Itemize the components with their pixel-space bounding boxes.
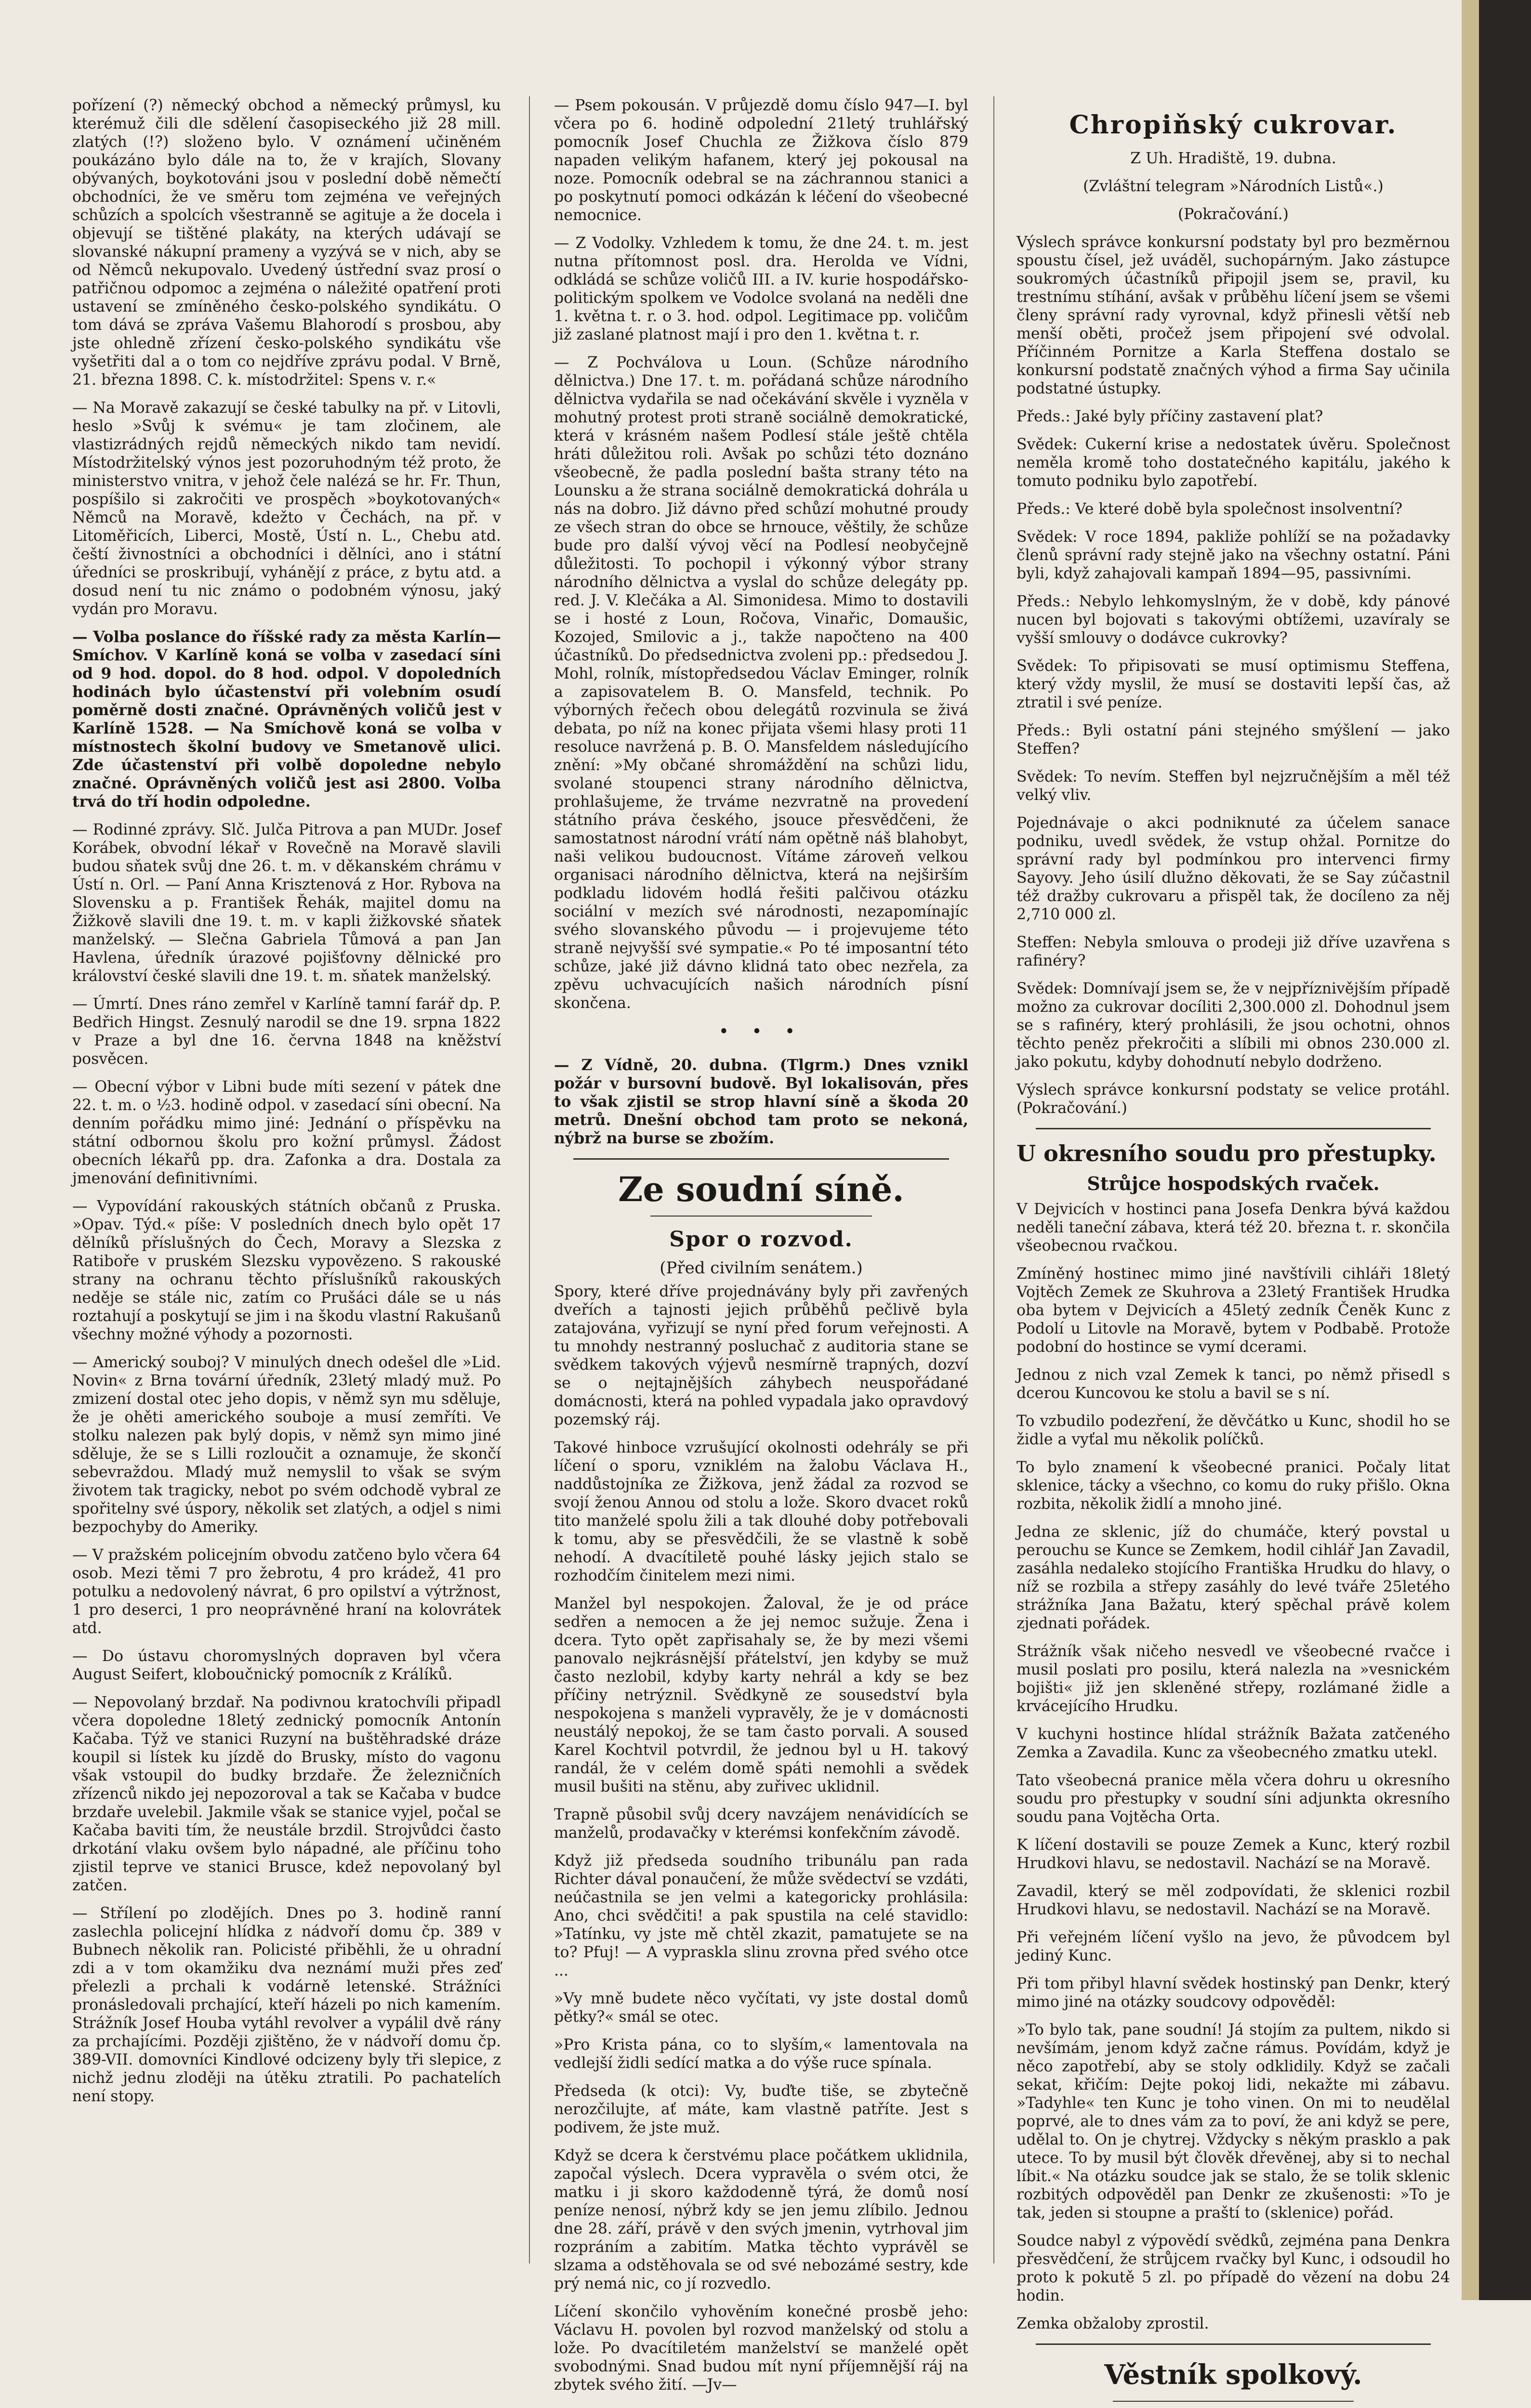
column-rule: [529, 96, 530, 2264]
article-paragraph: Líčení skončilo vyhověním konečné prosbě jeho: Václavu H. povolen byl rozvod manželský od stolu a lože. Po dvacítiletém manželství se manželé opět svobodnými. Snad budou mít nyní příjemnější ráj na zbytek svého žití. —Jv—: [554, 2303, 968, 2394]
article-paragraph: Trapně působil svůj dcery navzájem nenávidících se manželů, prodavačky v kterémsi konfekčním závodě.: [554, 1806, 968, 1842]
article-title: Strůjce hospodských rvaček.: [1087, 1173, 1380, 1194]
short-rule: [1113, 2401, 1354, 2402]
article-paragraph: — Psem pokousán. V průjezdě domu číslo 947—I. byl včera po 6. hodině odpolední 21letý truhlářský pomocník Josef Chuchla ze Žižkova číslo 879 napaden velikým hafanem, který jej pokousal na noze. Pomocník odebral se na záchrannou stanici a po poskytnutí pomoci odkázán k léčení do všeobecné nemocnice.: [554, 97, 968, 224]
article-paragraph: Předs.: Jaké byly příčiny zastavení plat?: [1016, 408, 1323, 425]
article-paragraph: »Vy mně budete něco vyčítati, vy jste dostal domů pětky?« smál se otec.: [554, 1990, 968, 2026]
page-edge-band: [1462, 0, 1479, 2300]
article-paragraph: — Volba poslance do říšské rady za města Karlín—Smíchov. V Karlíně koná se volba v zasedací síni od 9 hod. dopol. do 8 hod. odpol. V dopoledních hodinách bylo účastenství při volebním osudí poměrně dosti značné. Oprávněných voličů jest v Karlíně 1528. — Na Smíchově koná se volba v místnostech školní budovy ve Smetanově ulici. Zde účastenství při volbě dopoledne nebylo značné. Oprávněných voličů jest asi 2800. Volba trvá do tří hodin odpoledne.: [72, 628, 501, 811]
article-paragraph: Zemka obžaloby zprostil.: [1016, 2315, 1209, 2332]
article-paragraph: Výslech správce konkursní podstaty se velice protáhl. (Pokračování.): [1016, 1081, 1450, 1117]
article-paragraph: — Z Pochválova u Loun. (Schůze národního dělnictva.) Dne 17. t. m. pořádaná schůze národního dělnictva vydařila se nad očekávání skvěle i vyzněla v mohutný protest proti straně sociálně demokratické, která v krásném našem Podlesí stále ještě chtěla hráti důležitou roli. Avšak po schůzi této doznáno všeobecně, že padla poslední bašta strany této na Lounsku a že strana sociálně demokratická dohrála u nás na dobro. Již dávno před schůzí mohutné proudy ze všech stran do obce se hrnouce, věštily, že schůze bude pro další vývoj věcí na Podlesí neobyčejně důležitosti. To pochopil i výkonný výbor strany národního dělnictva a vyslal do schůze delegáty pp. red. J. V. Klečáka a Al. Simonidesa. Mimo to dostavili se i hosté z Loun, Ročova, Vinařic, Domaušic, Kozojed, Smilovic a j., takže napočteno na 400 účastníků. Do předsednictva zvoleni pp.: předsedou J. Mohl, rolník, místopředsedou Václav Eminger, rolník a zapisovatelem B. O. Mansfeld, technik. Po výborných řečech obou delegátů rozvinula se živá debata, po níž na konec přijata všemi hlasy proti 11 resoluce navržená p. B. O. Mansfeldem následujícího znění: »My občané shromáždění na schůzi lidu, svolané stoupenci strany národního dělnictva, prohlašujeme, že trváme nezvratně na provedení státního práva českého, jsouce přesvědčeni, že samostatnost národní vrátí nám opětně náš blahobyt, naši velikou budoucnost. Vítáme zároveň velkou organisaci národního dělnictva, která na nejširším podkladu lidovém hodlá řešiti palčivou otázku sociální v mezích své národnosti, nezapomínajíc svého slovanského původu — i projevujeme této straně nejvyšší své sympatie.« Po té imposantní této schůze, jaké již dávno klidná tato obec nezřela, za zpěvu uchvacujících našich národních písní skončena.: [554, 354, 968, 1012]
article-paragraph: Svědek: To připisovati se musí optimismu Steffena, který vždy myslil, že musí se dostaviti lepší čas, až ztratil i své peníze.: [1016, 657, 1450, 711]
article-paragraph: Předs.: Ve které době byla společnost insolventní?: [1016, 500, 1403, 518]
article-paragraph: — Nepovolaný brzdař. Na podivnou kratochvíli připadl včera dopoledne 18letý zednický pomocník Antonín Kačaba. Týž ve stanici Ruzyní na buštěhradské dráze koupil si lístek ku jízdě do Brusky, místo do vagonu však vstoupil do budky brzdaře. Že železničních zřízenců nikdo jej nepozoroval a tak se Kačaba v budce brzdaře uvelebil. Jakmile však se stanice vyjel, počal se Kačaba baviti tím, že neustále brzdil. Strojvůdci často drkotání vlaku ovšem bylo nápadné, ale příčinu toho zjistil teprve ve stanici Brusce, kdež nepovolaný byl zatčen.: [72, 1694, 501, 1894]
article-paragraph: V Dejvicích v hostinci pana Josefa Denkra bývá každou neděli taneční zábava, která též 20. března t. r. skončila všeobecnou rvačkou.: [1016, 1201, 1450, 1255]
article-paragraph: Předseda (k otci): Vy, buďte tiše, se zbytečně nerozčilujte, ať máte, kam vlastně patříte. Jest s podivem, že jste muž.: [554, 2082, 968, 2136]
article-paragraph: — Obecní výbor v Libni bude míti sezení v pátek dne 22. t. m. o ½3. hodině odpol. v zasedací síni obecní. Na denním pořádku mimo jiné: Jednání o příspěvku na státní odbornou školu pro kožní průmysl. Žádost obecních lékařů pp. dra. Zafonka a dra. Dostala za jmenování definitivními.: [72, 1078, 501, 1187]
article-paragraph: Výslech správce konkursní podstaty byl pro bezměrnou spoustu čísel, jež uváděl, suchopárným. Jako zástupce soukromých účastníků připojil jsem se, pravil, ku trestnímu stíhání, avšak v průběhu líčení jsem se všemi členy správní rady vyrovnal, když přinesli větší neb menší oběti, pročež jsem připojení své odvolal. Příčinném Pornitze a Karla Steffena dostalo se konkursní podstatě značných výhod a firma Say učinila podstatné ústupky.: [1016, 234, 1450, 397]
article-paragraph: Svědek: To nevím. Steffen byl nejzručnějším a měl též velký vliv.: [1016, 768, 1450, 804]
article-paragraph: »To bylo tak, pane soudní! Já stojím za pultem, nikdo si nevšímám, jenom když začne rámus. Povídám, když je něco zapotřebí, aby se stoly odklidily. Když se začali sekat, křičím: Dejte pokoj lidi, nekažte mi zábavu. »Tadyhle« ten Kunc je toho vinen. On mi to neudělal poprvé, ale to dnes vám za to poví, že ani když se pere, udělal to. On je chytrej. Vždycky s někým prasklo a pak utece. To by musil být člověk dřevěnej, aby si to nechal líbit.« Na otázku soudce jak se stalo, že se tolik sklenic rozbitých odpověděl pan Denkr ze zkušenosti: »To je tak, jeden si stoupne a praští to (sklenice) pořád.: [1016, 2021, 1450, 2222]
article-paragraph: V kuchyni hostince hlídal strážník Bažata zatčeného Zemka a Zavadila. Kunc za všeobecného zmatku utekl.: [1016, 1726, 1450, 1761]
article-paragraph: To vzbudilo podezření, že děvčátko u Kunc, shodil ho se židle a vyťal mu několik políčků.: [1016, 1413, 1450, 1448]
article-paragraph: Zavadil, který se měl zodpovídati, že sklenici rozbil Hrudkovi hlavu, se nedostavil. Nachází se na Moravě.: [1016, 1883, 1450, 1918]
article-paragraph: — Do ústavu choromyslných dopraven byl včera August Seifert, kloboučnický pomocník z Králíků.: [72, 1648, 501, 1683]
section-rule: [573, 1158, 949, 1160]
article-subtitle: (Před civilním senátem.): [660, 1258, 863, 1278]
article-paragraph: Steffen: Nebyla smlouva o prodeji již dříve uzavřena s rafinéry?: [1016, 934, 1450, 969]
article-paragraph: Svědek: Cukerní krise a nedostatek úvěru. Společnost neměla kromě toho dostatečného kapitálu, jakého k tomuto podniku bylo zapotřebí.: [1016, 436, 1450, 490]
article-paragraph: Při veřejném líčení vyšlo na jevo, že původcem byl jediný Kunc.: [1016, 1929, 1450, 1964]
article-paragraph: Takové hinboce vzrušující okolnosti odehrály se při líčení o sporu, vzniklém na žalobu Václava H., naddůstojníka ze Žižkova, jenž žádal za rozvod se svojí ženou Annou od stolu a lože. Skoro dvacet roků tito manželé spolu žili a tak dlouhé doby potřebovali k tomu, aby se přesvědčili, že se vlastně k sobě nehodí. A dvacítiletě pouhé lásky jejich stalo se rozhodčím činitelem mezi nimi.: [554, 1439, 968, 1584]
article-paragraph: pořízení (?) německý obchod a německý průmysl, ku kterémuž čili dle sdělení časopiseckého již 28 mill. zlatých (!?) složeno bylo. V oznámení učiněném poukázáno bylo dále na to, že v krajích, Slovany obývaných, boykotováni jsou v poslední době němečtí obchodníci, že ve směru tom zejména ve veřejných schůzích a spolcích všestranně se agituje a že docela i objevují se tištěné plakáty, na kterých udávají se slovanské nákupní prameny a vyzývá se v nich, aby se od Němců nekupovalo. Uvedený ústřední svaz prosí o patřičnou odpomoc a zejména o náležité opatření proti ustavení se zmíněného česko-polského syndikátu. O tom dává se zpráva Vašemu Blahorodí s prosbou, aby jste ohledně zřízení česko-polského syndikátu vše vyšetřiti dal a o tom co nejdříve zprávu podal. V Brně, 21. března 1898. C. k. místodržitel: Spens v. r.«: [72, 97, 501, 389]
column-2: [554, 96, 969, 2394]
article-paragraph: Soudce nabyl z výpovědí svědků, zejména pana Denkra přesvědčení, že strůjcem rvačky byl Kunc, i odsoudil ho proto k pokutě 5 zl. po případě do vězení na dobu 24 hodin.: [1016, 2232, 1450, 2304]
short-rule: [650, 1216, 872, 1217]
article-paragraph: — Střílení po zlodějích. Dnes po 3. hodině ranní zaslechla policejní hlídka z nádvoří domu čp. 389 v Bubnech několik ran. Policisté přiběhli, že u ohradní zdi a v tom okamžiku dva neznámí muži přes zeď přelezli a prchali k vodárně letenské. Strážníci pronásledovali prchající, kteří házeli po nich kamením. Strážník Josef Houba vytáhl revolver a vypálil dvě rány za prchajícími. Později zjištěno, že v nádvoří domu čp. 389-VII. domovníci Kindlové odcizeny byly tři slepice, z nichž jednu zloději na útěku ztratili. Po pachatelích není stopy.: [72, 1905, 501, 2105]
article-paragraph: — Rodinné zprávy. Slč. Julča Pitrova a pan MUDr. Josef Korábek, obvodní lékař v Rovečně na Moravě slavili budou sňatek svůj dne 26. t. m. v děkanském chrámu v Ústí n. Orl. — Paní Anna Krisztenová z Hor. Rybova na Slovensku a p. František Řehák, majitel domu na Žižkově slavili dne 19. t. m. v kapli žižkovské sňatek manželský. — Slečna Gabriela Tůmová a pan Jan Havlena, úředník úrazové pojišťovny dělnické pro království české slavili dne 19. t. m. sňatek manželský.: [72, 821, 501, 985]
article-paragraph: Když již předseda soudního tribunálu pan rada Richter dával ponaučení, že může svědectví se vzdáti, neúčastnila se jen velmi a kategoricky prohlásila: Ano, chci svědčiti! a pak spustila na celé stavidlo: »Tatínku, vy jste mě chtěl zkazit, pamatujete se na to? Pfuj! — A vypraskla slinu zrovna před svého otce ...: [554, 1852, 969, 1979]
article-paragraph: To bylo znamení k všeobecné pranici. Počaly litat sklenice, tácky a všechno, co komu do ruky přišlo. Okna rozbita, několik židlí a mnoho jiné.: [1016, 1459, 1450, 1513]
article-paragraph: — Z Vodolky. Vzhledem k tomu, že dne 24. t. m. jest nutna přítomnost posl. dra. Herolda ve Vídni, odkládá se schůze voličů III. a IV. kurie hospodářsko-politickým spolkem ve Vodolce svolaná na neděli dne 1. května t. r. o 3. hod. odpol. Legitimace pp. voličům již zaslané platnost mají i pro den 1. května t. r.: [554, 235, 968, 343]
article-paragraph: Manžel byl nespokojen. Žaloval, že je od práce sedřen a nemocen a že jej nemoc sužuje. Žena i dcera. Tyto opět zapřisahaly se, že by mezi všemi panovalo nejkrásnější přátelství, jen kdyby se muž často nezlobil, kdyby karty nehrál a kdy se bez příčiny netrýznil. Svědkyně ze sousedství byla nespokojena s manželi vypravěly, že je v domácnosti neustálý nepokoj, že se tam často porvali. A soused Karel Kochtvil potvrdil, že jednou byl u H. takový randál, že v celém domě spáti nemohli a svědek musil bušiti na stěnu, aby zuřivec uklidnil.: [554, 1595, 968, 1795]
article-paragraph: Jedna ze sklenic, jíž do chumáče, který povstal u perouchu se Kunce se Zemkem, hodil cihlář Jan Zavadil, zasáhla nedaleko stojícího Františka Hrudku do hlavy, o níž se rozbila a střepy zasáhly do levé tváře 25letého strážníka Jana Bažatu, který spěchal právě kolem zjednati pořádek.: [1016, 1523, 1450, 1632]
article-paragraph: Zmíněný hostinec mimo jiné navštívili cihláři 18letý Vojtěch Zemek ze Skuhrova a 23letý František Hrudka oba bytem v Dejvicích a 45letý zedník Čeněk Kunc z Podolí u Litovle na Moravě, bytem v Podbabě. Protože podobní do hostince se vymí dcerami.: [1016, 1265, 1450, 1356]
dateline: Z Uh. Hradiště, 19. dubna.: [1130, 150, 1336, 167]
article-paragraph: — Z Vídně, 20. dubna. (Tlgrm.) Dnes vznikl požár v bursovní budově. Byl lokalisován, přes to však zjistil se strop hlavní síně a škoda 20 metrů. Dnešní obchod tam proto se nekoná, nýbrž na burse se zbožím.: [554, 1056, 968, 1147]
article-paragraph: — Na Moravě zakazují se české tabulky na př. v Litovli, heslo »Svůj k svému« je tam zločinem, ale vlastizrádných rejdů německých nikdo tam nevidí. Místodržitelský výnos jest pozoruhodným též proto, že ministerstvo vnitra, v jehož čele nalézá se hr. Fr. Thun, pospíšilo si zakročiti ve prospěch »boykotovaných« Němců na Moravě, kdežto v Čechách, na př. v Litoměřicích, Liberci, Mostě, Ústí n. L., Chebu atd. čeští živnostníci a obchodníci i dělníci, ano i státní úředníci se proskribují, vyhánějí z práce, z bytu atd. a dosud není tu nic známo o podobném výnosu, jaký vydán pro Moravu.: [72, 399, 501, 618]
section-rule: [1036, 2343, 1431, 2345]
section-heading: Věstník spolkový.: [1104, 2359, 1362, 2391]
article-title: Spor o rozvod.: [669, 1227, 853, 1252]
article-paragraph: — Americký souboj? V minulých dnech odešel dle »Lid. Novin« z Brna tovární úředník, 23letý mladý muž. Po zmizení dostal otec jeho dopis, v němž syn mu sděluje, že je ohěti amerického souboje a musí zemříti. Ve stolku nalezen pak bylý dopis, v němž syn mimo jiné sděluje, že se s Lilli rozloučit a oznamuje, že skončí sebevraždou. Mladý muž nemyslil to však se svým životem tak tragicky, nebot po svém odchodě vybral ze spořitelny své úspory, několik set zlatých, a odjel s nimi bezpochyby do Ameriky.: [72, 1354, 501, 1536]
article-paragraph: Svědek: Domnívají jsem se, že v nejpříznivějším případě možno za cukrovar docíliti 2,300.000 zl. Dohodnul jsem se s rafinéry, který prohlásili, že jsou ochotni, ohnos těchto peněz překročiti a slíbili mi obnos 230.000 zl. jako pokutu, kdyby dohodnutí nebylo dodrženo.: [1016, 980, 1450, 1071]
column-3: [1016, 96, 1450, 2391]
article-paragraph: Při tom přibyl hlavní svědek hostinský pan Denkr, který mimo jiné na otázky soudcovy odpověděl:: [1016, 1975, 1450, 2011]
section-heading: Ze soudní síně.: [618, 1169, 904, 1209]
article-paragraph: Svědek: V roce 1894, pakliže pohlíží se na požadavky členů správní rady stejně jako na všechny ostatní. Páni byli, když zahajovali kampaň 1894—95, passivními.: [1016, 528, 1450, 582]
article-paragraph: — V pražském policejním obvodu zatčeno bylo včera 64 osob. Mezi těmi 7 pro žebrotu, 4 pro krádež, 41 pro potulku a nedovolený návrat, 6 pro opilství a výtržnost, 1 pro deserci, 1 pro neoprávněné hraní na kolovrátek atd.: [72, 1546, 501, 1637]
article-paragraph: — Úmrtí. Dnes ráno zemřel v Karlíně tamní farář dp. P. Bedřich Hingst. Zesnulý narodil se dne 19. srpna 1822 v Praze a byl dne 16. června 1848 na kněžství posvěcen.: [72, 995, 501, 1068]
dark-page-edge: [1479, 0, 1531, 2300]
article-paragraph: Když se dcera k čerstvému place počátkem uklidnila, započal výslech. Dcera vypravěla o svém otci, že matku i ji skoro každodenně týrá, že domů nosí peníze nenosí, nýbrž kdy se jen jemu zlíbilo. Jednou dne 28. září, právě v den svých jmenin, vytrhoval jim rozpráním a zabitím. Matka těchto vyprávěl se slzama a odstěhovala se od své nebozámé sestry, kde prý nemá nic, co jí rozvedlo.: [554, 2147, 968, 2292]
article-paragraph: Strážník však ničeho nesvedl ve všeobecné rvačce i musil poslati pro posilu, která nalezla na »vesnickém bojišti« již jen skleněné střepy, rozlámané židle a krvácejícího Hrudku.: [1016, 1643, 1450, 1715]
article-paragraph: — Vypovídání rakouských státních občanů z Pruska. »Opav. Týd.« píše: V posledních dnech bylo opět 17 dělníků příslušných do Čech, Moravy a Slezska z Ratiboře v pruském Slezsku vypovězeno. S rakouské strany na ochranu těchto příslušníků rakouských neděje se stále nic, zatím co Prušáci dále se u nás roztahují a poskytují se jim i na škodu vlastní Rakušanů všechny možné výhody a pozornosti.: [72, 1198, 501, 1343]
article-paragraph: Tato všeobecná pranice měla včera dohru u okresního soudu pro přestupky v soudní síni adjunkta okresního soudu pana Vojtěcha Orta.: [1016, 1772, 1450, 1826]
column-rule: [993, 96, 994, 2264]
section-heading: Chropiňský cukrovar.: [1069, 110, 1398, 140]
section-heading: U okresního soudu pro přestupky.: [1016, 1140, 1437, 1166]
article-paragraph: Pojednávaje o akci podniknuté za účelem sanace podniku, uvedl svědek, že vstup ohžal. Pornitze do správní rady byl podmínkou pro intervenci firmy Sayovy. Jeho úsilí dlužno děkovati, že se Say zúčastnil též dražby cukrovaru a přispěl tak, že docíleno za něj 2,710 000 zl.: [1016, 814, 1450, 923]
article-paragraph: Předs.: Byli ostatní páni stejného smýšlení — jako Steffen?: [1016, 722, 1450, 758]
dateline: (Zvláštní telegram »Národních Listů«.): [1083, 178, 1384, 195]
separator-dots: • • •: [718, 1022, 804, 1042]
section-rule: [1036, 1128, 1431, 1129]
article-paragraph: Předs.: Nebylo lehkomyslným, že v době, kdy pánové nucen byl bojovati s takovými obtížemi, uzavíraly se vyšší smlouvy o dodávce cukrovky?: [1016, 593, 1450, 647]
dateline: (Pokračování.): [1178, 206, 1289, 223]
article-paragraph: K líčení dostavili se pouze Zemek a Kunc, který rozbil Hrudkovi hlavu, se nedostavil. Nachází se na Moravě.: [1016, 1836, 1450, 1872]
newspaper-page: [72, 96, 1469, 2394]
article-paragraph: Jednou z nich vzal Zemek k tanci, po němž přisedl s dcerou Kuncovou ke stolu a bavil se s ní.: [1016, 1366, 1450, 1402]
column-1: [72, 96, 501, 2264]
article-paragraph: Spory, které dříve projednávány byly při zavřených dveřích a tajnosti jejich průběhů pečlivě byla zatajována, vyřizují se nyní před forum veřejnosti. A tu mnohdy nestranný posluchač z auditoria stane se svědkem takových výjevů nesmírně trapných, dozví se o nejtajnějších záhybech neuspořádané domácnosti, která na pohled vypadala jako opravdový pozemský ráj.: [554, 1283, 968, 1428]
article-paragraph: »Pro Krista pána, co to slyším,« lamentovala na vedlejší židli sedící matka a do výše ruce spínala.: [554, 2036, 968, 2072]
